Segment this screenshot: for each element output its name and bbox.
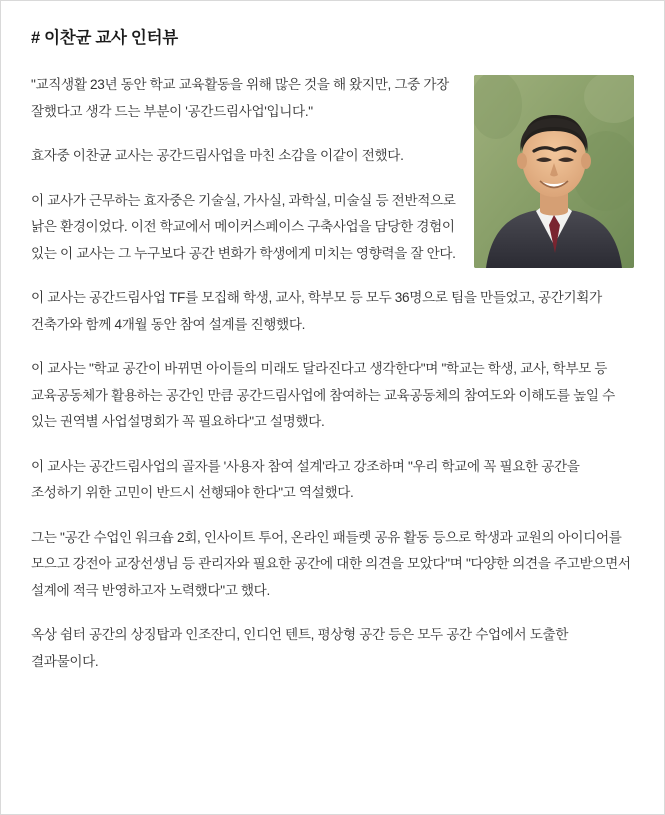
paragraph: 이 교사는 "학교 공간이 바뀌면 아이들의 미래도 달라진다고 생각한다"며 "학교는 학생, 교사, 학부모 등 교육공동체가 활용하는 공간인 만큼 공간드림사업에 참여하는 교육공동체의 참여도와 이해도를 높일 수 있는 권역별 사업설명회가 꼭 필요하다"고 설명했다.	[31, 361, 615, 430]
portrait-photo	[474, 75, 634, 268]
paragraph: "교직생활 23년 동안 학교 교육활동을 위해 많은 것을 해 왔지만, 그중 가장 잘했다고 생각 드는 부분이 '공간드림사업'입니다."	[31, 77, 449, 119]
portrait-photo-image	[474, 75, 634, 268]
paragraph: 이 교사는 공간드림사업의 골자를 '사용자 참여 설계'라고 강조하며 "우리 학교에 꼭 필요한 공간을 조성하기 위한 고민이 반드시 선행돼야 한다"고 역설했다.	[31, 458, 580, 501]
paragraph: 이 교사는 공간드림사업 TF를 모집해 학생, 교사, 학부모 등 모두 36명으로 팀을 만들었고, 공간기획가 건축가와 함께 4개월 동안 참여 설계를 진행했다.	[31, 290, 602, 332]
page-title: # 이찬균 교사 인터뷰	[31, 29, 178, 47]
paragraph: 옥상 쉼터 공간의 상징탑과 인조잔디, 인디언 텐트, 평상형 공간 등은 모두 공간 수업에서 도출한 결과물이다.	[31, 627, 569, 669]
article-content	[1, 1, 664, 703]
paragraph: 이 교사가 근무하는 효자중은 기술실, 가사실, 과학실, 미술실 등 전반적으로 낡은 환경이었다. 이전 학교에서 메이커스페이스 구축사업을 담당한 경험이 있는 이 교사는 그 누구보다 공간 변화가 학생에게 미치는 영향력을 잘 안다.	[31, 192, 456, 261]
paragraph: 그는 "공간 수업인 워크숍 2회, 인사이트 투어, 온라인 패들렛 공유 활동 등으로 학생과 교원의 아이디어를 모으고 강전아 교장선생님 등 관리자와 필요한 공간에 대한 의견을 모았다"며 "다양한 의견을 주고받으면서 설계에 적극 반영하고자 노력했다"고 했다.	[31, 529, 631, 598]
paragraph: 효자중 이찬균 교사는 공간드림사업을 마친 소감을 이같이 전했다.	[31, 148, 404, 164]
